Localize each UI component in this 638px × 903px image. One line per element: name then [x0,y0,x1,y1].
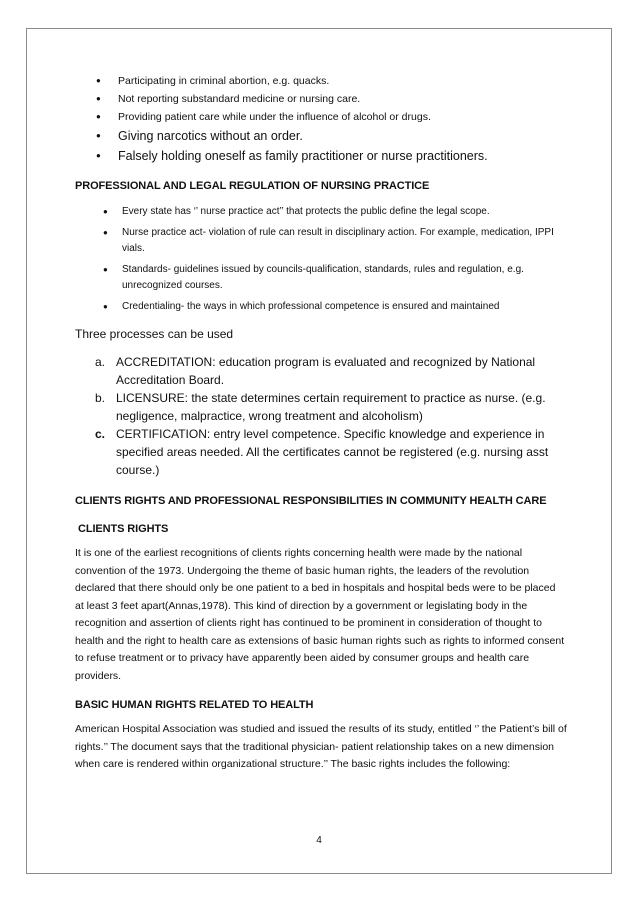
processes-intro: Three processes can be used [75,327,234,341]
processes-list [75,353,567,479]
list-marker: b. [95,391,106,405]
list-item-text: ACCREDITATION: education program is evaluated and recognized by National Accreditation Board. [116,355,536,387]
list-item: ● Nurse practice act- violation of rule can result in disciplinary action. For example, medication, IPPI vials. [75,225,567,257]
bullet-list-top [75,72,567,166]
list-item [75,389,567,425]
section-heading-clients-rights-community: CLIENTS RIGHTS AND PROFESSIONAL RESPONSIBILITIES IN COMMUNITY HEALTH CARE [75,495,547,507]
list-item: ● Giving narcotics without an order. [75,126,567,146]
section-heading-clients-rights: CLIENTS RIGHTS [78,523,169,535]
paragraph-basic-rights: American Hospital Association was studied and issued the results of its study, entitled ‘’ the Patient’s bill of rights.’’ The document says that the traditional physician- patient relationship takes on a new dimension when care is rendered within organizational structure.’’ The basic rights includes the following: [75,723,567,770]
paragraph-clients-rights: It is one of the earliest recognitions of clients rights concerning health were made by the national convention of the 1973. Undergoing the theme of basic human rights, the leaders of the revolution declared that there should only be one patient to a bed in hospitals and hospital beds were to be placed at least 3 feet apart(Annas,1978). This kind of direction by a government or legislating body in the recognition and assertion of clients right has continued to be prominent in consideration of thought to health and the right to health care as extensions of basic human rights such as rights to informed consent to refuse treatment or to privacy have apparently been aided by consumer groups and health care providers. [75,547,565,682]
page-number: 4 [316,835,322,846]
list-item: ● Not reporting substandard medicine or nursing care. [75,90,567,108]
list-item: ● Participating in criminal abortion, e.g. quacks. [75,72,567,90]
list-item: ● Falsely holding oneself as family practitioner or nurse practitioners. [75,146,567,166]
list-item: ● Providing patient care while under the influence of alcohol or drugs. [75,108,567,126]
list-item: ● Standards- guidelines issued by councils-qualification, standards, rules and regulation, e.g. unrecognized courses. [75,262,567,294]
section-heading-basic-rights: BASIC HUMAN RIGHTS RELATED TO HEALTH [75,699,314,711]
list-item [75,353,567,389]
list-marker: a. [95,355,106,369]
list-marker: c. [95,427,106,441]
bullet-list-regulation [75,204,567,315]
list-item: ● Every state has ‘’ nurse practice act’’ that protects the public define the legal scope. [75,204,567,220]
section-heading-regulation: PROFESSIONAL AND LEGAL REGULATION OF NURSING PRACTICE [75,180,430,192]
list-item-text: LICENSURE: the state determines certain requirement to practice as nurse. (e.g. negligence, malpractice, wrong treatment and alcoholism) [116,391,546,423]
list-item [75,425,567,479]
list-item-text: CERTIFICATION: entry level competence. Specific knowledge and experience in specified areas needed. All the certificates cannot be registered (e.g. nursing asst course.) [116,427,549,477]
document-body [75,72,567,774]
list-item: ● Credentialing- the ways in which professional competence is ensured and maintained [75,299,567,315]
